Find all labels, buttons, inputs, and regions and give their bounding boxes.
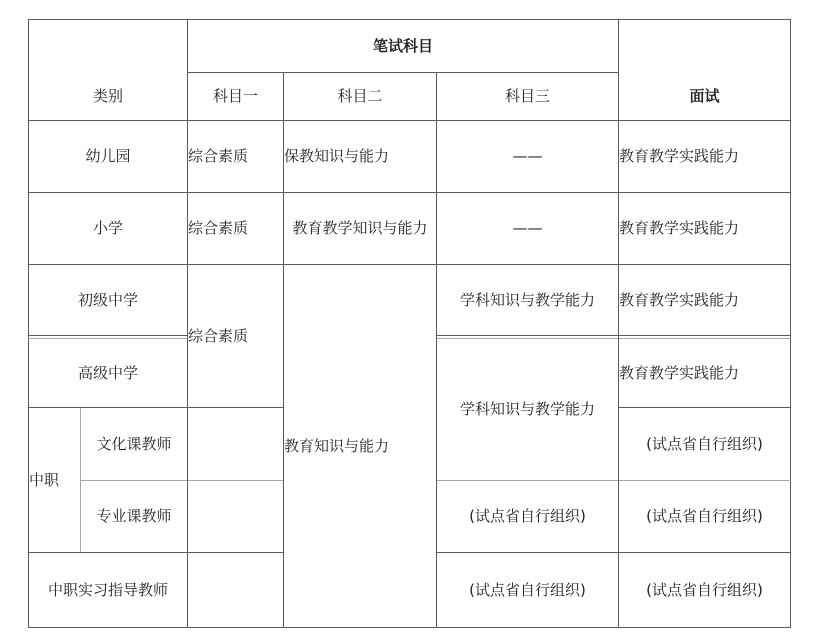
header-subject2 — [283, 72, 437, 120]
header-written-subjects — [187, 19, 619, 73]
subject-label: (试点省自行组织) — [469, 580, 586, 599]
row-shared-subject2 — [284, 264, 436, 628]
row-primary-subject3 — [436, 192, 619, 264]
row-primary-subject2 — [283, 192, 437, 264]
row-junior-middle-interview — [619, 264, 790, 336]
row-professional-teacher-subject1 — [188, 480, 284, 552]
row-kindergarten-subject3 — [436, 120, 619, 192]
interview-label: 教育教学实践能力 — [619, 364, 740, 382]
row-kindergarten-subject1 — [188, 120, 284, 192]
category-label: 小学 — [92, 219, 123, 237]
subject-label: 学科知识与教学能力 — [459, 400, 595, 418]
row-culture-teacher-interview — [618, 408, 791, 480]
category-label: 幼儿园 — [85, 147, 131, 165]
row-professional-teacher-category — [80, 480, 188, 552]
category-label: 中职 — [29, 471, 60, 489]
subject-label: 学科知识与教学能力 — [459, 291, 595, 309]
category-label: 中职实习指导教师 — [47, 580, 168, 599]
row-senior-middle-category — [28, 338, 188, 408]
row-primary-category — [28, 192, 188, 264]
category-label: 高级中学 — [77, 364, 138, 382]
interview-label: 教育教学实践能力 — [619, 291, 740, 309]
header-written-subjects-label: 笔试科目 — [372, 37, 433, 55]
header-interview — [618, 72, 791, 120]
subject-label: 保教知识与能力 — [284, 147, 390, 165]
row-vocational-group-label — [29, 408, 80, 552]
category-label: 文化课教师 — [96, 435, 172, 453]
header-interview-label: 面试 — [689, 87, 720, 105]
interview-label: (试点省自行组织) — [646, 435, 763, 453]
header-subject3 — [436, 72, 619, 120]
row-middle-subject1 — [188, 264, 284, 408]
row-kindergarten-interview — [619, 120, 790, 192]
header-category — [28, 72, 188, 120]
row-vocational-practice-category — [28, 552, 188, 627]
header-subject2-label: 科目二 — [337, 87, 383, 105]
header-subject1-label: 科目一 — [212, 87, 258, 105]
header-category-label: 类别 — [92, 87, 123, 105]
subject-label: (试点省自行组织) — [469, 507, 586, 525]
category-label: 专业课教师 — [96, 507, 172, 525]
subject-label: 教育知识与能力 — [284, 437, 390, 455]
row-primary-subject1 — [188, 192, 284, 264]
subject-label: —— — [512, 219, 543, 237]
subject-label: —— — [512, 147, 543, 165]
row-professional-teacher-subject3 — [436, 480, 619, 552]
row-primary-interview — [619, 192, 790, 264]
subject-label: 综合素质 — [188, 327, 249, 345]
row-professional-teacher-interview — [618, 480, 791, 552]
interview-label: (试点省自行组织) — [646, 580, 763, 599]
interview-label: 教育教学实践能力 — [619, 219, 740, 237]
row-senior-vocational-subject3 — [436, 338, 619, 480]
interview-label: 教育教学实践能力 — [619, 147, 740, 165]
row-culture-teacher-category — [80, 408, 188, 480]
row-kindergarten-subject2 — [284, 120, 436, 192]
row-vocational-practice-subject1 — [188, 552, 284, 627]
subject-label: 教育教学知识与能力 — [292, 219, 428, 237]
row-culture-teacher-subject1 — [188, 408, 284, 480]
interview-label: (试点省自行组织) — [646, 507, 763, 525]
row-kindergarten-category — [28, 120, 188, 192]
row-junior-middle-category — [28, 264, 188, 336]
header-subject1 — [187, 72, 284, 120]
subject-label: 综合素质 — [188, 147, 249, 165]
row-junior-middle-subject3 — [436, 264, 619, 336]
header-subject3-label: 科目三 — [504, 87, 550, 105]
row-senior-middle-interview — [619, 338, 790, 408]
row-vocational-practice-subject3 — [436, 552, 619, 627]
category-label: 初级中学 — [77, 291, 138, 309]
row-vocational-practice-interview — [618, 552, 791, 627]
subject-label: 综合素质 — [188, 219, 249, 237]
